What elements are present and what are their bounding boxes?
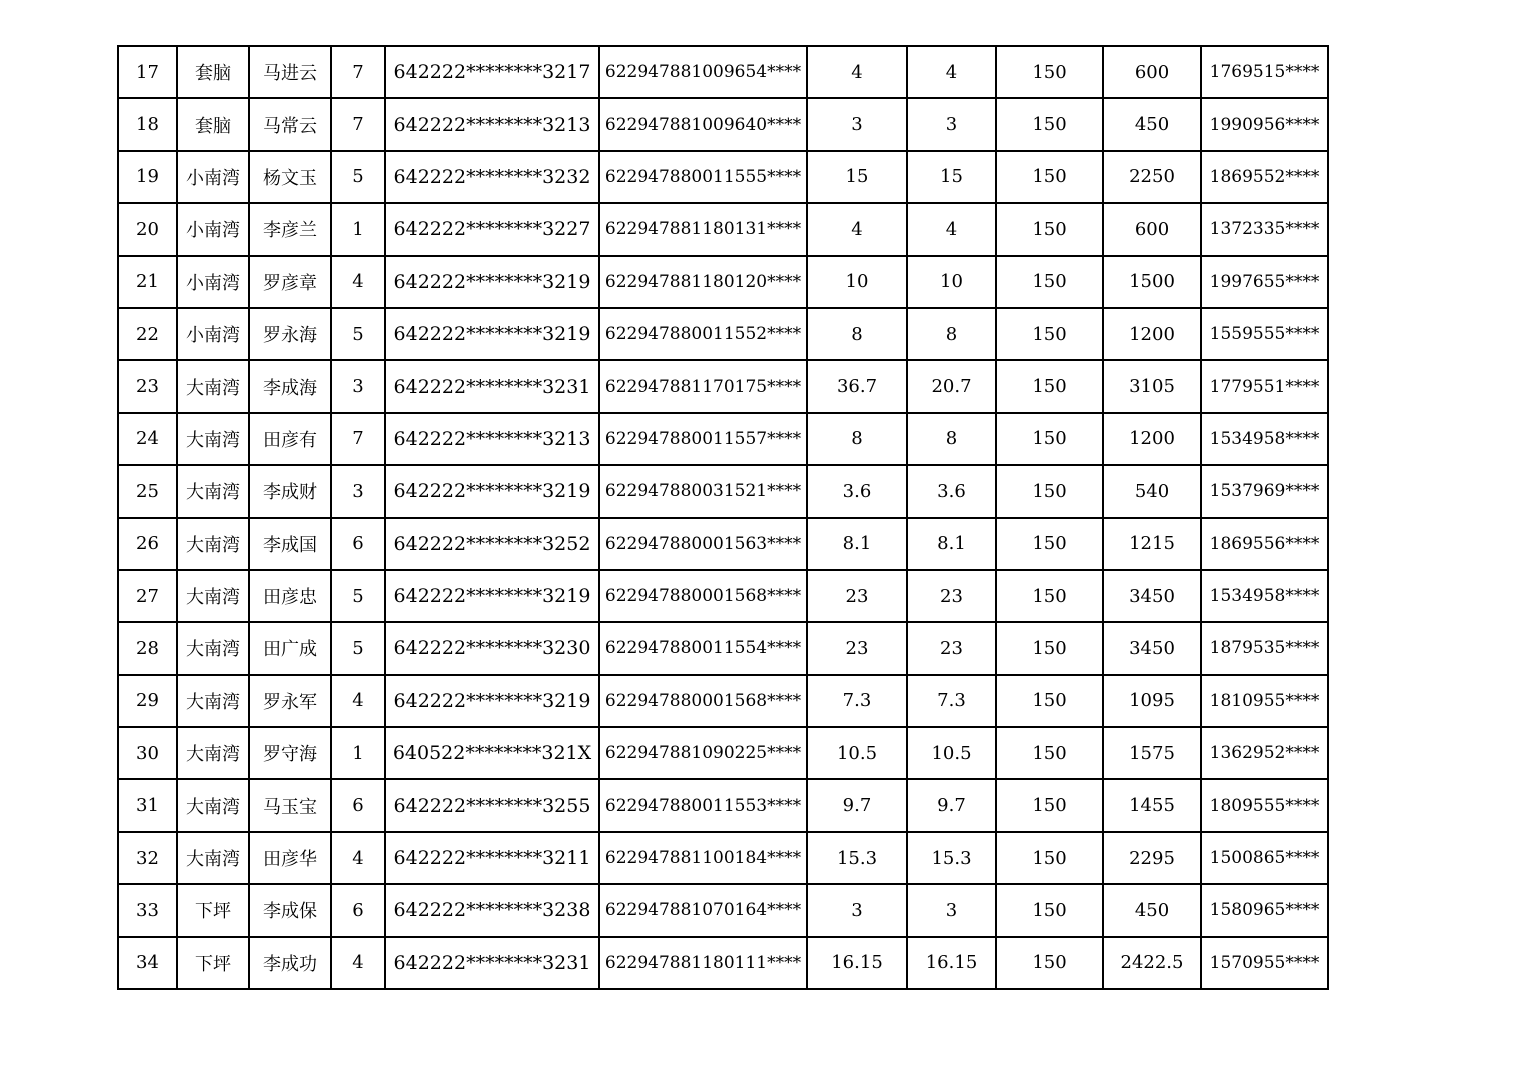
- amount-cell: 3450: [1103, 622, 1201, 674]
- village-cell: 大南湾: [177, 360, 249, 412]
- area-verified-cell: 7.3: [907, 675, 996, 727]
- bank-account-cell: 622947880011557****: [599, 413, 807, 465]
- area-verified-cell: 10: [907, 256, 996, 308]
- name-cell: 罗永军: [249, 675, 331, 727]
- unit-price-cell: 150: [996, 98, 1103, 150]
- seq-cell: 22: [118, 308, 177, 360]
- phone-cell: 1500865****: [1201, 832, 1328, 884]
- area-verified-cell: 8: [907, 308, 996, 360]
- area-declared-cell: 4: [807, 46, 907, 98]
- bank-account-cell: 622947881090225****: [599, 727, 807, 779]
- amount-cell: 1200: [1103, 413, 1201, 465]
- area-verified-cell: 15.3: [907, 832, 996, 884]
- amount-cell: 1215: [1103, 518, 1201, 570]
- village-cell: 大南湾: [177, 675, 249, 727]
- village-cell: 大南湾: [177, 622, 249, 674]
- id-number-cell: 642222********3213: [385, 98, 599, 150]
- phone-cell: 1362952****: [1201, 727, 1328, 779]
- name-cell: 李成国: [249, 518, 331, 570]
- amount-cell: 2295: [1103, 832, 1201, 884]
- family-size-cell: 4: [331, 832, 385, 884]
- table-row: [118, 884, 1328, 936]
- table-row: [118, 675, 1328, 727]
- bank-account-cell: 622947881009640****: [599, 98, 807, 150]
- area-declared-cell: 9.7: [807, 779, 907, 831]
- id-number-cell: 642222********3219: [385, 675, 599, 727]
- id-number-cell: 642222********3232: [385, 151, 599, 203]
- area-declared-cell: 8: [807, 308, 907, 360]
- unit-price-cell: 150: [996, 832, 1103, 884]
- family-size-cell: 7: [331, 46, 385, 98]
- village-cell: 小南湾: [177, 308, 249, 360]
- name-cell: 李彦兰: [249, 203, 331, 255]
- area-declared-cell: 15.3: [807, 832, 907, 884]
- table-row: [118, 46, 1328, 98]
- unit-price-cell: 150: [996, 256, 1103, 308]
- family-size-cell: 7: [331, 413, 385, 465]
- seq-cell: 17: [118, 46, 177, 98]
- id-number-cell: 642222********3255: [385, 779, 599, 831]
- phone-cell: 1810955****: [1201, 675, 1328, 727]
- village-cell: 大南湾: [177, 465, 249, 517]
- village-cell: 小南湾: [177, 151, 249, 203]
- seq-cell: 34: [118, 937, 177, 989]
- area-verified-cell: 8: [907, 413, 996, 465]
- seq-cell: 24: [118, 413, 177, 465]
- phone-cell: 1997655****: [1201, 256, 1328, 308]
- phone-cell: 1559555****: [1201, 308, 1328, 360]
- area-verified-cell: 4: [907, 203, 996, 255]
- amount-cell: 1455: [1103, 779, 1201, 831]
- phone-cell: 1779551****: [1201, 360, 1328, 412]
- unit-price-cell: 150: [996, 46, 1103, 98]
- family-size-cell: 5: [331, 308, 385, 360]
- phone-cell: 1990956****: [1201, 98, 1328, 150]
- name-cell: 马进云: [249, 46, 331, 98]
- seq-cell: 18: [118, 98, 177, 150]
- table-row: [118, 203, 1328, 255]
- bank-account-cell: 622947880011554****: [599, 622, 807, 674]
- bank-account-cell: 622947880001568****: [599, 570, 807, 622]
- name-cell: 田广成: [249, 622, 331, 674]
- area-declared-cell: 23: [807, 622, 907, 674]
- seq-cell: 19: [118, 151, 177, 203]
- village-cell: 大南湾: [177, 779, 249, 831]
- amount-cell: 1095: [1103, 675, 1201, 727]
- family-size-cell: 5: [331, 622, 385, 674]
- family-size-cell: 1: [331, 203, 385, 255]
- id-number-cell: 642222********3238: [385, 884, 599, 936]
- table-row: [118, 518, 1328, 570]
- id-number-cell: 642222********3252: [385, 518, 599, 570]
- table-row: [118, 570, 1328, 622]
- bank-account-cell: 622947880001563****: [599, 518, 807, 570]
- id-number-cell: 642222********3219: [385, 308, 599, 360]
- family-size-cell: 4: [331, 675, 385, 727]
- id-number-cell: 642222********3227: [385, 203, 599, 255]
- id-number-cell: 642222********3231: [385, 937, 599, 989]
- family-size-cell: 7: [331, 98, 385, 150]
- name-cell: 李成海: [249, 360, 331, 412]
- table-row: [118, 832, 1328, 884]
- name-cell: 田彦有: [249, 413, 331, 465]
- village-cell: 大南湾: [177, 413, 249, 465]
- phone-cell: 1534958****: [1201, 413, 1328, 465]
- seq-cell: 27: [118, 570, 177, 622]
- phone-cell: 1769515****: [1201, 46, 1328, 98]
- name-cell: 杨文玉: [249, 151, 331, 203]
- seq-cell: 23: [118, 360, 177, 412]
- amount-cell: 1500: [1103, 256, 1201, 308]
- bank-account-cell: 622947881009654****: [599, 46, 807, 98]
- area-declared-cell: 7.3: [807, 675, 907, 727]
- table-row: [118, 360, 1328, 412]
- area-declared-cell: 8.1: [807, 518, 907, 570]
- area-declared-cell: 23: [807, 570, 907, 622]
- id-number-cell: 642222********3213: [385, 413, 599, 465]
- name-cell: 田彦华: [249, 832, 331, 884]
- area-verified-cell: 10.5: [907, 727, 996, 779]
- unit-price-cell: 150: [996, 308, 1103, 360]
- seq-cell: 21: [118, 256, 177, 308]
- village-cell: 大南湾: [177, 570, 249, 622]
- village-cell: 大南湾: [177, 518, 249, 570]
- bank-account-cell: 622947880011552****: [599, 308, 807, 360]
- area-verified-cell: 23: [907, 622, 996, 674]
- village-cell: 大南湾: [177, 832, 249, 884]
- unit-price-cell: 150: [996, 884, 1103, 936]
- amount-cell: 3105: [1103, 360, 1201, 412]
- amount-cell: 450: [1103, 98, 1201, 150]
- area-verified-cell: 20.7: [907, 360, 996, 412]
- seq-cell: 28: [118, 622, 177, 674]
- id-number-cell: 642222********3211: [385, 832, 599, 884]
- seq-cell: 20: [118, 203, 177, 255]
- amount-cell: 540: [1103, 465, 1201, 517]
- unit-price-cell: 150: [996, 779, 1103, 831]
- phone-cell: 1809555****: [1201, 779, 1328, 831]
- area-verified-cell: 23: [907, 570, 996, 622]
- area-declared-cell: 3.6: [807, 465, 907, 517]
- bank-account-cell: 622947881070164****: [599, 884, 807, 936]
- amount-cell: 600: [1103, 46, 1201, 98]
- family-size-cell: 4: [331, 256, 385, 308]
- seq-cell: 25: [118, 465, 177, 517]
- area-declared-cell: 15: [807, 151, 907, 203]
- seq-cell: 32: [118, 832, 177, 884]
- phone-cell: 1537969****: [1201, 465, 1328, 517]
- table-row: [118, 622, 1328, 674]
- village-cell: 小南湾: [177, 203, 249, 255]
- seq-cell: 33: [118, 884, 177, 936]
- seq-cell: 29: [118, 675, 177, 727]
- phone-cell: 1869556****: [1201, 518, 1328, 570]
- area-verified-cell: 9.7: [907, 779, 996, 831]
- id-number-cell: 642222********3219: [385, 465, 599, 517]
- seq-cell: 26: [118, 518, 177, 570]
- bank-account-cell: 622947881100184****: [599, 832, 807, 884]
- name-cell: 马玉宝: [249, 779, 331, 831]
- phone-cell: 1869552****: [1201, 151, 1328, 203]
- id-number-cell: 642222********3231: [385, 360, 599, 412]
- id-number-cell: 642222********3230: [385, 622, 599, 674]
- unit-price-cell: 150: [996, 937, 1103, 989]
- unit-price-cell: 150: [996, 675, 1103, 727]
- data-table: [117, 45, 1329, 990]
- bank-account-cell: 622947880001568****: [599, 675, 807, 727]
- seq-cell: 30: [118, 727, 177, 779]
- table-row: [118, 779, 1328, 831]
- area-declared-cell: 3: [807, 98, 907, 150]
- phone-cell: 1534958****: [1201, 570, 1328, 622]
- area-verified-cell: 3: [907, 98, 996, 150]
- village-cell: 套脑: [177, 46, 249, 98]
- id-number-cell: 642222********3217: [385, 46, 599, 98]
- area-declared-cell: 4: [807, 203, 907, 255]
- family-size-cell: 3: [331, 465, 385, 517]
- bank-account-cell: 622947880011555****: [599, 151, 807, 203]
- amount-cell: 450: [1103, 884, 1201, 936]
- unit-price-cell: 150: [996, 203, 1103, 255]
- amount-cell: 1575: [1103, 727, 1201, 779]
- area-declared-cell: 10: [807, 256, 907, 308]
- table-row: [118, 98, 1328, 150]
- table-row: [118, 308, 1328, 360]
- amount-cell: 2250: [1103, 151, 1201, 203]
- amount-cell: 3450: [1103, 570, 1201, 622]
- amount-cell: 2422.5: [1103, 937, 1201, 989]
- family-size-cell: 5: [331, 151, 385, 203]
- table-row: [118, 413, 1328, 465]
- unit-price-cell: 150: [996, 151, 1103, 203]
- area-declared-cell: 36.7: [807, 360, 907, 412]
- bank-account-cell: 622947880011553****: [599, 779, 807, 831]
- area-verified-cell: 3.6: [907, 465, 996, 517]
- id-number-cell: 642222********3219: [385, 570, 599, 622]
- unit-price-cell: 150: [996, 622, 1103, 674]
- amount-cell: 1200: [1103, 308, 1201, 360]
- area-declared-cell: 16.15: [807, 937, 907, 989]
- phone-cell: 1580965****: [1201, 884, 1328, 936]
- family-size-cell: 4: [331, 937, 385, 989]
- unit-price-cell: 150: [996, 518, 1103, 570]
- bank-account-cell: 622947881180131****: [599, 203, 807, 255]
- unit-price-cell: 150: [996, 727, 1103, 779]
- bank-account-cell: 622947881170175****: [599, 360, 807, 412]
- area-declared-cell: 10.5: [807, 727, 907, 779]
- table-row: [118, 151, 1328, 203]
- family-size-cell: 3: [331, 360, 385, 412]
- seq-cell: 31: [118, 779, 177, 831]
- table-body: [118, 46, 1328, 989]
- family-size-cell: 6: [331, 779, 385, 831]
- phone-cell: 1570955****: [1201, 937, 1328, 989]
- name-cell: 田彦忠: [249, 570, 331, 622]
- unit-price-cell: 150: [996, 465, 1103, 517]
- unit-price-cell: 150: [996, 413, 1103, 465]
- area-verified-cell: 15: [907, 151, 996, 203]
- unit-price-cell: 150: [996, 570, 1103, 622]
- phone-cell: 1372335****: [1201, 203, 1328, 255]
- name-cell: 马常云: [249, 98, 331, 150]
- amount-cell: 600: [1103, 203, 1201, 255]
- area-declared-cell: 3: [807, 884, 907, 936]
- bank-account-cell: 622947880031521****: [599, 465, 807, 517]
- bank-account-cell: 622947881180120****: [599, 256, 807, 308]
- village-cell: 大南湾: [177, 727, 249, 779]
- table-row: [118, 727, 1328, 779]
- family-size-cell: 6: [331, 884, 385, 936]
- area-verified-cell: 8.1: [907, 518, 996, 570]
- village-cell: 小南湾: [177, 256, 249, 308]
- unit-price-cell: 150: [996, 360, 1103, 412]
- id-number-cell: 640522********321X: [385, 727, 599, 779]
- area-verified-cell: 3: [907, 884, 996, 936]
- id-number-cell: 642222********3219: [385, 256, 599, 308]
- family-size-cell: 6: [331, 518, 385, 570]
- family-size-cell: 5: [331, 570, 385, 622]
- village-cell: 下坪: [177, 884, 249, 936]
- name-cell: 罗守海: [249, 727, 331, 779]
- table-row: [118, 256, 1328, 308]
- area-declared-cell: 8: [807, 413, 907, 465]
- name-cell: 李成财: [249, 465, 331, 517]
- table-row: [118, 465, 1328, 517]
- name-cell: 李成保: [249, 884, 331, 936]
- bank-account-cell: 622947881180111****: [599, 937, 807, 989]
- name-cell: 罗彦章: [249, 256, 331, 308]
- family-size-cell: 1: [331, 727, 385, 779]
- phone-cell: 1879535****: [1201, 622, 1328, 674]
- village-cell: 套脑: [177, 98, 249, 150]
- area-verified-cell: 16.15: [907, 937, 996, 989]
- village-cell: 下坪: [177, 937, 249, 989]
- table-row: [118, 937, 1328, 989]
- name-cell: 罗永海: [249, 308, 331, 360]
- area-verified-cell: 4: [907, 46, 996, 98]
- name-cell: 李成功: [249, 937, 331, 989]
